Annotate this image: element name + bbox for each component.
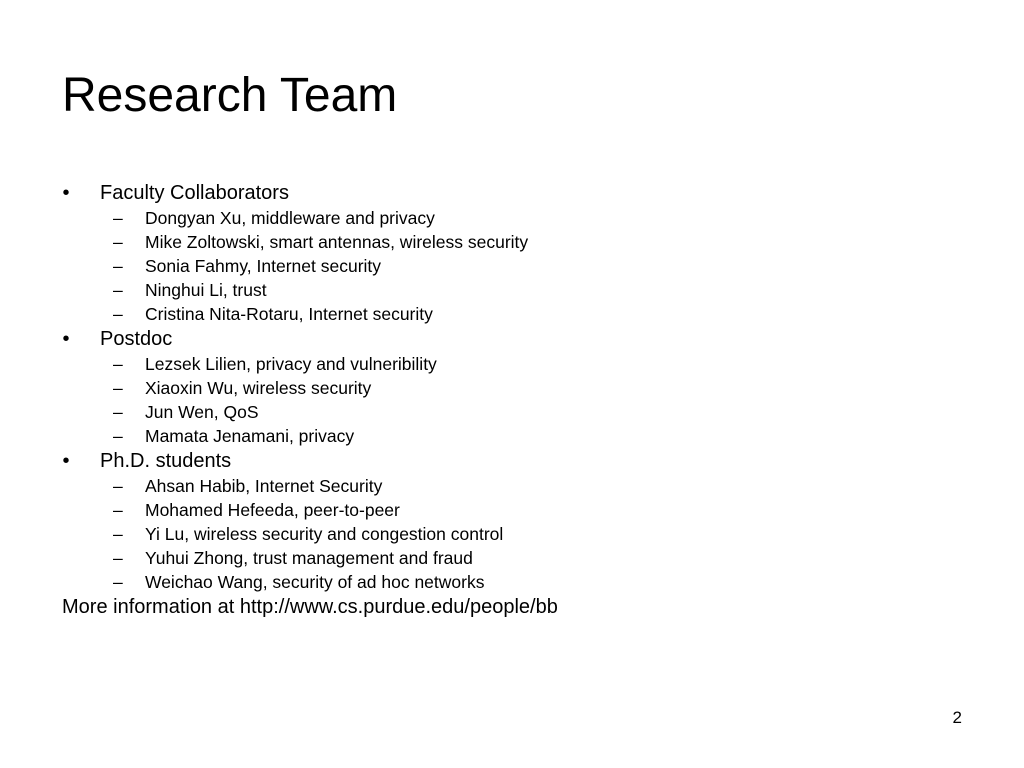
bullet-item [62,326,982,352]
dash-icon: – [113,256,123,276]
list-item-text: Yuhui Zhong, trust management and fraud [145,548,473,568]
list-item [62,278,982,302]
list-item [62,352,982,376]
slide-title: Research Team [62,69,398,122]
section-heading: Faculty Collaborators [100,182,289,204]
bullet-item [62,448,982,474]
list-item [62,206,982,230]
list-item-text: Mohamed Hefeeda, peer-to-peer [145,500,400,520]
list-item-text: Jun Wen, QoS [145,402,259,422]
sub-list [62,474,982,594]
list-item-text: Sonia Fahmy, Internet security [145,256,382,276]
bullet-icon: • [62,450,70,472]
dash-icon: – [113,354,123,374]
dash-icon: – [113,572,123,592]
list-item [62,302,982,326]
list-item [62,474,982,498]
section-postdoc [62,326,982,448]
section-heading: Ph.D. students [100,450,232,472]
list-item-text: Cristina Nita-Rotaru, Internet security [145,304,433,324]
dash-icon: – [113,500,123,520]
list-item [62,522,982,546]
bullet-icon: • [62,182,70,204]
sub-list [62,352,982,448]
section-phd-students [62,448,982,594]
dash-icon: – [113,378,123,398]
slide-content [62,180,982,620]
list-item-text: Weichao Wang, security of ad hoc networks [145,572,485,592]
list-item [62,230,982,254]
list-item-text: Dongyan Xu, middleware and privacy [145,208,435,228]
list-item-text: Ahsan Habib, Internet Security [145,476,383,496]
dash-icon: – [113,402,123,422]
list-item-text: Mike Zoltowski, smart antennas, wireless security [145,232,529,252]
more-info-text: More information at http://www.cs.purdue.edu/people/bb [62,596,558,618]
list-item [62,498,982,522]
list-item [62,254,982,278]
list-item [62,546,982,570]
section-faculty-collaborators [62,180,982,326]
bullet-item [62,180,982,206]
sub-list [62,206,982,326]
dash-icon: – [113,232,123,252]
dash-icon: – [113,304,123,324]
list-item-text: Mamata Jenamani, privacy [145,426,355,446]
list-item [62,376,982,400]
list-item [62,424,982,448]
dash-icon: – [113,280,123,300]
bullet-icon: • [62,328,70,350]
list-item-text: Lezsek Lilien, privacy and vulneribility [145,354,437,374]
dash-icon: – [113,524,123,544]
list-item-text: Yi Lu, wireless security and congestion control [145,524,504,544]
section-heading: Postdoc [100,328,173,350]
dash-icon: – [113,548,123,568]
dash-icon: – [113,208,123,228]
list-item-text: Ninghui Li, trust [145,280,267,300]
page-number: 2 [952,708,962,727]
dash-icon: – [113,426,123,446]
list-item-text: Xiaoxin Wu, wireless security [145,378,372,398]
dash-icon: – [113,476,123,496]
list-item [62,570,982,594]
list-item [62,400,982,424]
